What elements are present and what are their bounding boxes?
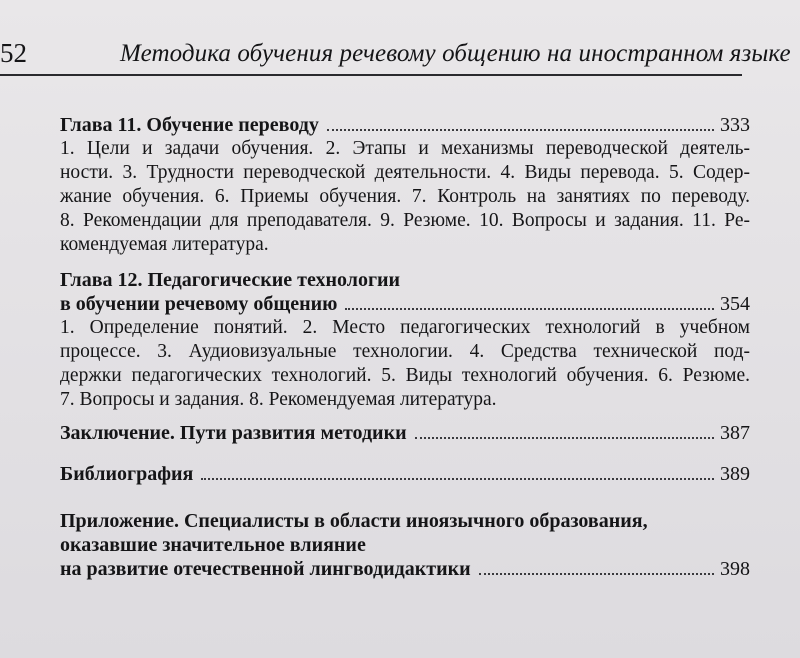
dot-leader bbox=[345, 308, 714, 310]
page-ref: 398 bbox=[720, 558, 750, 580]
contents-line: 1. Цели и задачи обучения. 2. Этапы и механизмы переводческой деятель- bbox=[60, 138, 750, 159]
contents-line: 7. Вопросы и задания. 8. Рекомендуемая литература. bbox=[60, 389, 497, 410]
page-number: 52 bbox=[0, 38, 27, 68]
section-title-continued: оказавшие значительное влияние bbox=[60, 534, 366, 556]
toc-entry-chapter-11 bbox=[60, 113, 750, 257]
page-ref: 387 bbox=[720, 422, 750, 444]
chapter-title-continued: в обучении речевому общению bbox=[60, 293, 338, 315]
contents-line: жание обучения. 6. Приемы обучения. 7. Контроль на занятиях по переводу. bbox=[60, 186, 750, 207]
section-title-continued: на развитие отечественной лингводидактики bbox=[60, 558, 471, 580]
section-title: Приложение. Специалисты в области иноязычного образования, bbox=[60, 510, 648, 532]
chapter-title: Глава 12. Педагогические технологии bbox=[60, 269, 401, 291]
toc-title-line bbox=[60, 113, 750, 137]
toc-entry-bibliography bbox=[60, 462, 750, 486]
toc-title-line bbox=[60, 292, 750, 316]
toc-entry-conclusion bbox=[60, 421, 750, 445]
toc-entry-chapter-12 bbox=[60, 268, 750, 412]
toc-title-line bbox=[60, 421, 750, 445]
dot-leader bbox=[327, 129, 714, 131]
page-ref: 354 bbox=[720, 293, 750, 315]
running-title: Методика обучения речевому общению на иностранном языке bbox=[120, 40, 791, 67]
page-ref: 389 bbox=[720, 463, 750, 485]
dot-leader bbox=[415, 437, 714, 439]
contents-line: держки педагогических технологий. 5. Виды технологий обучения. 6. Резюме. bbox=[60, 365, 750, 386]
page-ref: 333 bbox=[720, 114, 750, 136]
contents-line: 1. Определение понятий. 2. Место педагогических технологий в учебном bbox=[60, 317, 750, 338]
contents-line: ности. 3. Трудности переводческой деятельности. 4. Виды перевода. 5. Содер- bbox=[60, 162, 750, 183]
contents-line: 8. Рекомендации для преподавателя. 9. Резюме. 10. Вопросы и задания. 11. Ре- bbox=[60, 210, 750, 231]
dot-leader bbox=[479, 573, 714, 575]
dot-leader bbox=[201, 478, 714, 480]
page-header bbox=[0, 36, 791, 76]
toc-title-line bbox=[60, 462, 750, 486]
contents-line: процессе. 3. Аудиовизуальные технологии. 4. Средства технической под- bbox=[60, 341, 750, 362]
header-rule bbox=[0, 74, 742, 76]
chapter-title: Глава 11. Обучение переводу bbox=[60, 114, 319, 136]
toc-title-line bbox=[60, 557, 750, 581]
section-title: Заключение. Пути развития методики bbox=[60, 422, 407, 444]
toc-entry-appendix bbox=[60, 509, 750, 581]
contents-line: комендуемая литература. bbox=[60, 234, 269, 255]
section-title: Библиография bbox=[60, 463, 194, 485]
